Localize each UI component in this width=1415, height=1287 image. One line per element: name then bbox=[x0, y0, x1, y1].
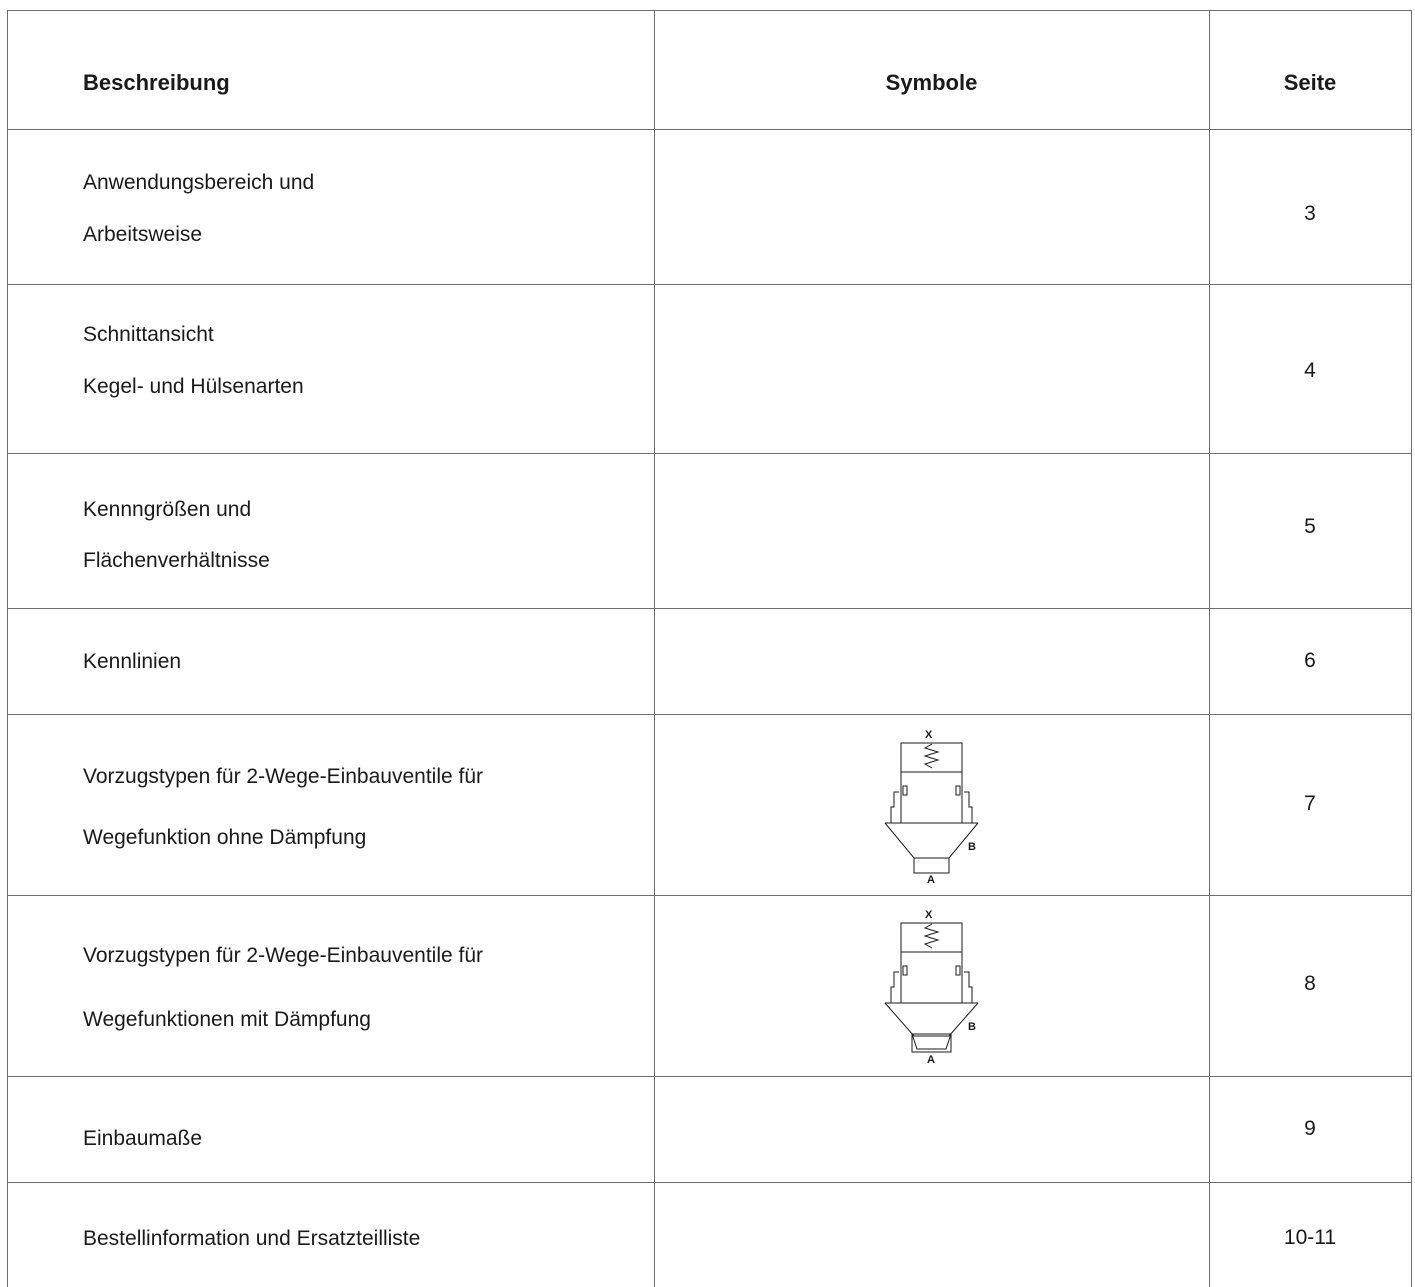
row-page-number: 5 bbox=[1304, 515, 1316, 538]
row-description-line: Anwendungsbereich und bbox=[83, 171, 315, 194]
row-description-line: Kennngrößen und bbox=[83, 498, 252, 521]
port-b-label: B bbox=[968, 841, 976, 853]
row-divider-4 bbox=[7, 714, 1412, 715]
column-divider-symbols bbox=[654, 10, 655, 1287]
column-header-description: Beschreibung bbox=[83, 70, 230, 95]
row-divider-2 bbox=[7, 453, 1412, 454]
row-divider-7 bbox=[7, 1182, 1412, 1183]
row-divider-top bbox=[7, 10, 1412, 11]
row-page-number: 4 bbox=[1304, 359, 1316, 382]
column-divider-left-border bbox=[7, 10, 8, 1287]
cartridge-valve-damping-symbol-icon bbox=[880, 906, 980, 1068]
row-divider-5 bbox=[7, 895, 1412, 896]
row-description-line: Einbaumaße bbox=[83, 1127, 203, 1150]
row-page-number: 3 bbox=[1304, 202, 1316, 225]
row-description-line: Flächenverhältnisse bbox=[83, 549, 270, 572]
row-description-line: Wegefunktion ohne Dämpfung bbox=[83, 826, 367, 849]
row-page-number: 10-11 bbox=[1283, 1226, 1337, 1249]
port-x-label: X bbox=[925, 909, 933, 921]
port-b-label: B bbox=[968, 1021, 976, 1033]
row-divider-1 bbox=[7, 284, 1412, 285]
port-a-label: A bbox=[927, 874, 935, 886]
row-description-line: Wegefunktionen mit Dämpfung bbox=[83, 1008, 371, 1031]
row-page-number: 7 bbox=[1304, 792, 1316, 815]
row-page-number: 9 bbox=[1304, 1117, 1316, 1140]
row-description-line: Kennlinien bbox=[83, 650, 182, 673]
column-header-symbols: Symbole bbox=[885, 70, 978, 95]
row-description-line: Vorzugstypen für 2-Wege-Einbauventile für bbox=[83, 765, 484, 788]
row-divider-header bbox=[7, 129, 1412, 130]
port-a-label: A bbox=[927, 1054, 935, 1066]
row-description-line: Schnittansicht bbox=[83, 323, 214, 346]
port-x-label: X bbox=[925, 729, 933, 741]
row-description-line: Kegel- und Hülsenarten bbox=[83, 375, 304, 398]
row-divider-3 bbox=[7, 608, 1412, 609]
row-page-number: 6 bbox=[1304, 649, 1316, 672]
column-header-page: Seite bbox=[1283, 70, 1337, 95]
row-description-line: Arbeitsweise bbox=[83, 223, 203, 246]
column-divider-right-border bbox=[1411, 10, 1412, 1287]
row-description-line: Vorzugstypen für 2-Wege-Einbauventile für bbox=[83, 944, 484, 967]
row-page-number: 8 bbox=[1304, 972, 1316, 995]
row-divider-6 bbox=[7, 1076, 1412, 1077]
row-description-line: Bestellinformation und Ersatzteilliste bbox=[83, 1227, 421, 1250]
cartridge-valve-symbol-icon bbox=[880, 726, 980, 886]
